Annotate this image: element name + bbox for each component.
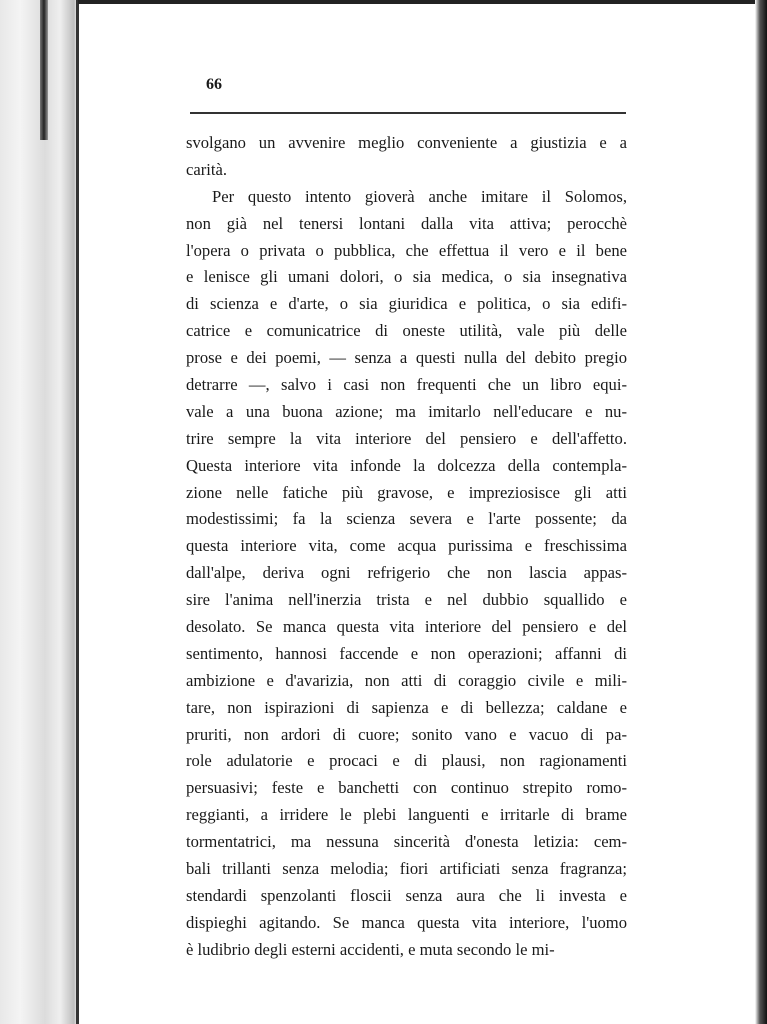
text-line: non già nel tenersi lontani dalla vita attiva; perocchè [186,213,627,233]
text-line: Per questo intento gioverà anche imitare il Solomos, [212,186,627,206]
text-line: ambizione e d'avarizia, non atti di coraggio civile e mili- [186,670,627,690]
text-line: detrarre —, salvo i casi non frequenti che un libro equi- [186,375,627,395]
text-line: dispieghi agitando. Se manca questa vita interiore, l'uomo [186,912,627,932]
text-line: svolgano un avvenire meglio conveniente a giustizia e a [186,133,627,152]
text-line: carità. [186,159,227,179]
book-binding-gutter [0,0,78,1024]
header-rule [190,112,626,114]
text-line: modestissimi; fa la scienza severa e l'arte possente; da [186,509,627,529]
page-edge-right [755,0,767,1024]
text-line: di scienza e d'arte, o sia giuridica e politica, o sia edifi- [186,294,627,314]
text-line: stendardi spenzolanti floscii senza aura che li investa e [186,885,627,905]
text-line: l'opera o privata o pubblica, che effettua il vero e il bene [186,240,627,260]
text-line: bali trillanti senza melodia; fiori artificiati senza fragranza; [186,859,627,879]
text-line: dall'alpe, deriva ogni refrigerio che non lascia appas- [186,563,627,583]
text-line: Questa interiore vita infonde la dolcezza della contempla- [186,455,627,475]
text-line: catrice e comunicatrice di oneste utilità, vale più delle [186,321,627,341]
page-number: 66 [206,76,222,93]
text-line: questa interiore vita, come acqua purissima e freschissima [186,536,627,556]
body-text [186,130,627,964]
text-line: è ludibrio degli esterni accidenti, e muta secondo le mi- [186,939,555,959]
binding-shadow [40,0,48,140]
text-line: tormentatrici, ma nessuna sincerità d'onesta letizia: cem- [186,832,627,852]
text-line: persuasivi; feste e banchetti con continuo strepito romo- [186,778,627,798]
text-line: role adulatorie e procaci e di plausi, non ragionamenti [186,751,627,771]
text-line: sentimento, hannosi faccende e non operazioni; affanni di [186,643,627,663]
text-line: pruriti, non ardori di cuore; sonito vano e vacuo di pa- [186,724,627,744]
text-line: zione nelle fatiche più gravose, e impreziosisce gli atti [186,482,627,502]
text-line: reggianti, a irridere le plebi languenti e irritarle di brame [186,805,627,825]
page-edge-top [78,0,767,4]
page-edge-left [76,0,79,1024]
text-line: prose e dei poemi, — senza a questi nulla del debito pregio [186,348,627,368]
text-line: vale a una buona azione; ma imitarlo nell'educare e nu- [186,401,627,421]
text-line: sire l'anima nell'inerzia trista e nel dubbio squallido e [186,590,627,610]
text-line: e lenisce gli umani dolori, o sia medica, o sia insegnativa [186,267,627,287]
text-line: desolato. Se manca questa vita interiore del pensiero e del [186,617,627,637]
text-line: tare, non ispirazioni di sapienza e di bellezza; caldane e [186,697,627,717]
text-line: trire sempre la vita interiore del pensiero e dell'affetto. [186,428,627,448]
